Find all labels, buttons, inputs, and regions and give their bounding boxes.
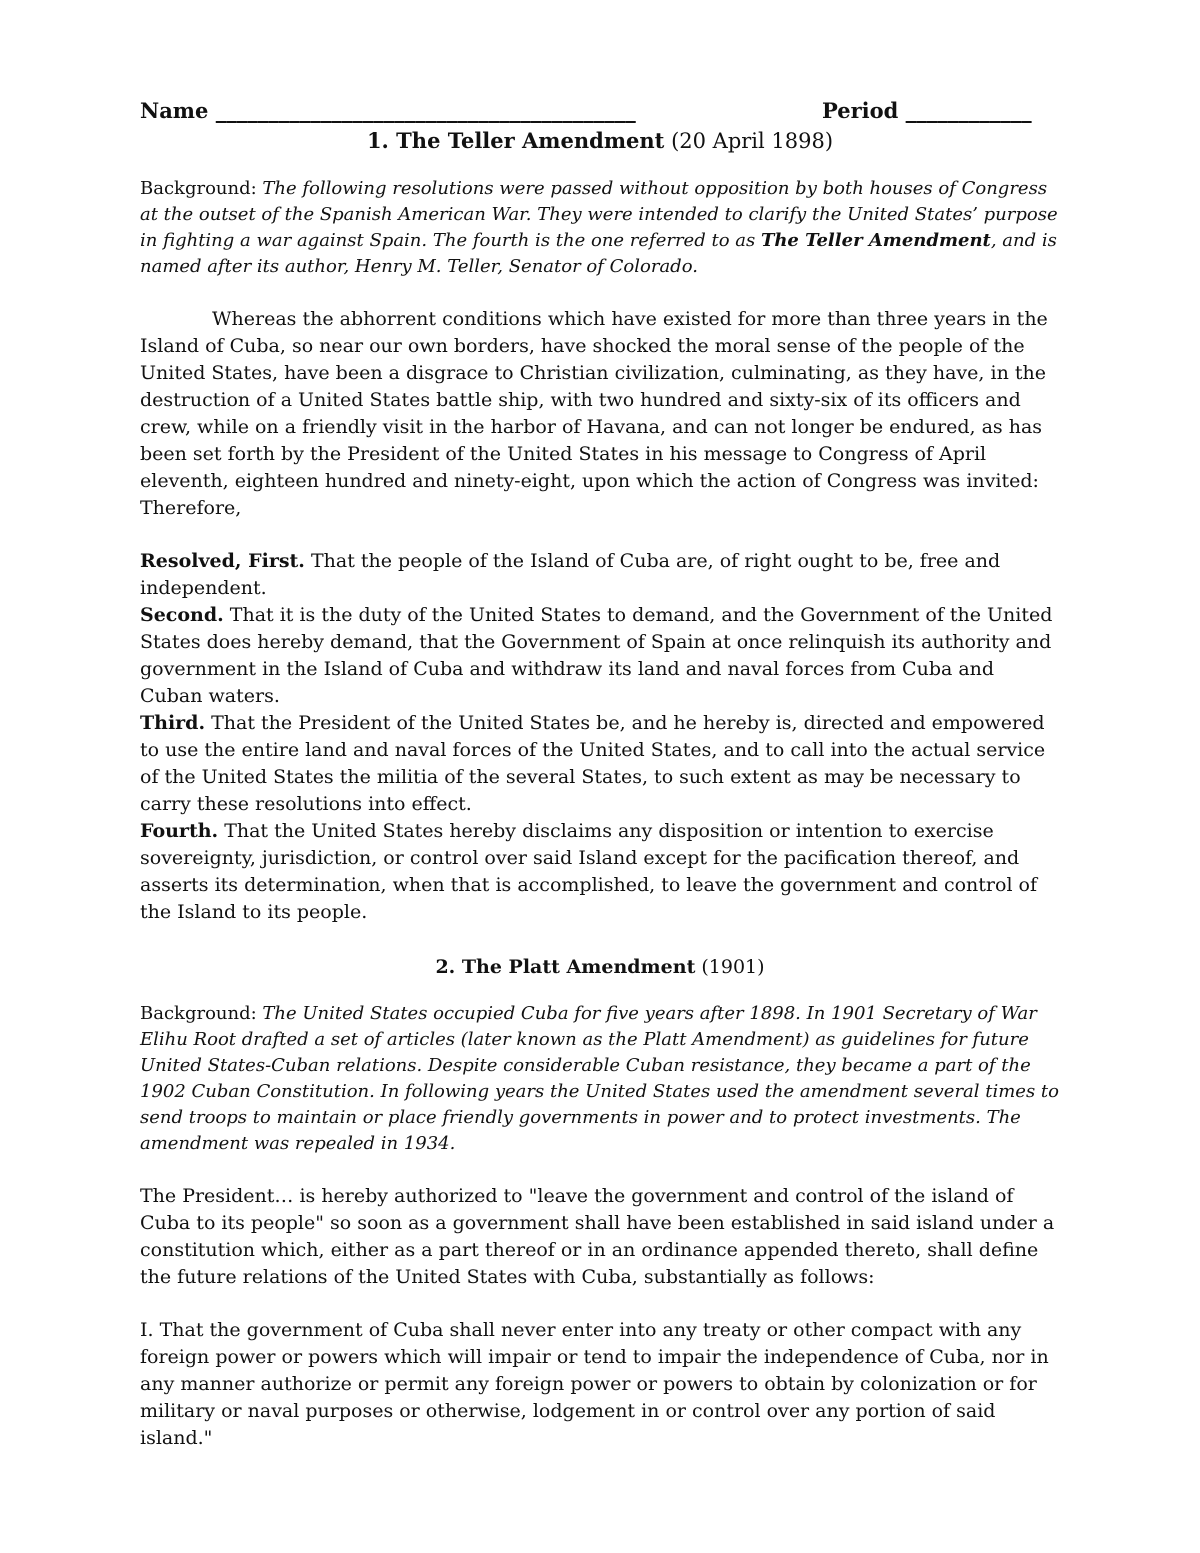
- resolution-third: [140, 710, 1060, 818]
- section-2-date: (1901): [695, 956, 765, 978]
- article-1-paragraph: I. That the government of Cuba shall never enter into any treaty or other compact with any foreign power or powers which will impair or tend to impair the independence of Cuba, nor in any manner authorize or permit any foreign power or powers to obtain by colonization or for military or naval purposes or otherwise, lodgement in or control over any portion of said island.": [140, 1319, 1049, 1449]
- whereas-paragraph: Whereas the abhorrent conditions which have existed for more than three years in the Island of Cuba, so near our own borders, have shocked the moral sense of the people of the United States, have been a disgrace to Christian civilization, culminating, as they have, in the destruction of a United States battle ship, with two hundred and sixty-six of its officers and crew, while on a friendly visit in the harbor of Havana, and can not longer be endured, as has been set forth by the President of the United States in his message to Congress of April eleventh, eighteen hundred and ninety-eight, upon which the action of Congress was invited: Therefore,: [140, 308, 1048, 519]
- president-paragraph: The President… is hereby authorized to "leave the government and control of the island of Cuba to its people" so soon as a government shall have been established in said island under a constitution which, either as a part thereof or in an ordinance appended thereto, shall define the future relations of the United States with Cuba, substantially as follows:: [140, 1185, 1055, 1288]
- section-2-title: [140, 954, 1060, 981]
- section-1-date: (20 April 1898): [664, 129, 834, 153]
- resolution-label: Third.: [140, 712, 206, 734]
- resolution-label: Fourth.: [140, 820, 219, 842]
- section-2-heading: 2. The Platt Amendment: [435, 956, 696, 978]
- resolution-text: That the people of the Island of Cuba are, of right ought to be, free and independent.: [140, 550, 1001, 599]
- section-2-background: [140, 1001, 1060, 1157]
- resolution-text: That the United States hereby disclaims any disposition or intention to exercise sovereignty, jurisdiction, or control over said Island except for the pacification thereof, and asserts its determination, when that is accomplished, to leave the government and control of the Island to its people.: [140, 820, 1038, 923]
- resolution-text: That it is the duty of the United States to demand, and the Government of the United States does hereby demand, that the Government of Spain at once relinquish its authority and government in the Island of Cuba and withdraw its land and naval forces from Cuba and Cuban waters.: [140, 604, 1053, 707]
- period-field-label: Period ____________: [822, 98, 1032, 123]
- name-field-label: Name ________________________________________: [140, 98, 636, 123]
- background-text: The United States occupied Cuba for five years after 1898. In 1901 Secretary of War Elihu Root drafted a set of articles (later known as the Platt Amendment) as guidelines for future United States-Cuban relations. Despite considerable Cuban resistance, they became a part of the 1902 Cuban Constitution. In following years the United States used the amendment several times to send troops to maintain or place friendly governments in power and to protect investments. The amendment was repealed in 1934.: [140, 1003, 1059, 1154]
- background-label: Background:: [140, 178, 263, 199]
- section-1-background: [140, 176, 1060, 280]
- resolution-text: That the President of the United States be, and he hereby is, directed and empowered to use the entire land and naval forces of the United States, and to call into the actual service of the United States the militia of the several States, to such extent as may be necessary to carry these resolutions into effect.: [140, 712, 1046, 815]
- background-text-b: , and is named after its author, Henry M. Teller, Senator of Colorado.: [140, 230, 1057, 277]
- document-page: [140, 96, 1060, 1452]
- resolution-second: [140, 602, 1060, 710]
- resolution-label: Resolved, First.: [140, 550, 305, 572]
- resolution-fourth: [140, 818, 1060, 926]
- background-bold-term: The Teller Amendment: [760, 230, 991, 251]
- header-row: [140, 96, 1060, 126]
- background-label: Background:: [140, 1003, 263, 1024]
- resolution-first: [140, 548, 1060, 602]
- resolution-label: Second.: [140, 604, 224, 626]
- section-1-heading: 1. The Teller Amendment: [366, 128, 665, 153]
- section-1-title: [140, 126, 1060, 156]
- background-text-a: The following resolutions were passed without opposition by both houses of Congress at the outset of the Spanish American War. They were intended to clarify the United States’ purpose in fighting a war against Spain. The fourth is the one referred to as: [140, 178, 1058, 251]
